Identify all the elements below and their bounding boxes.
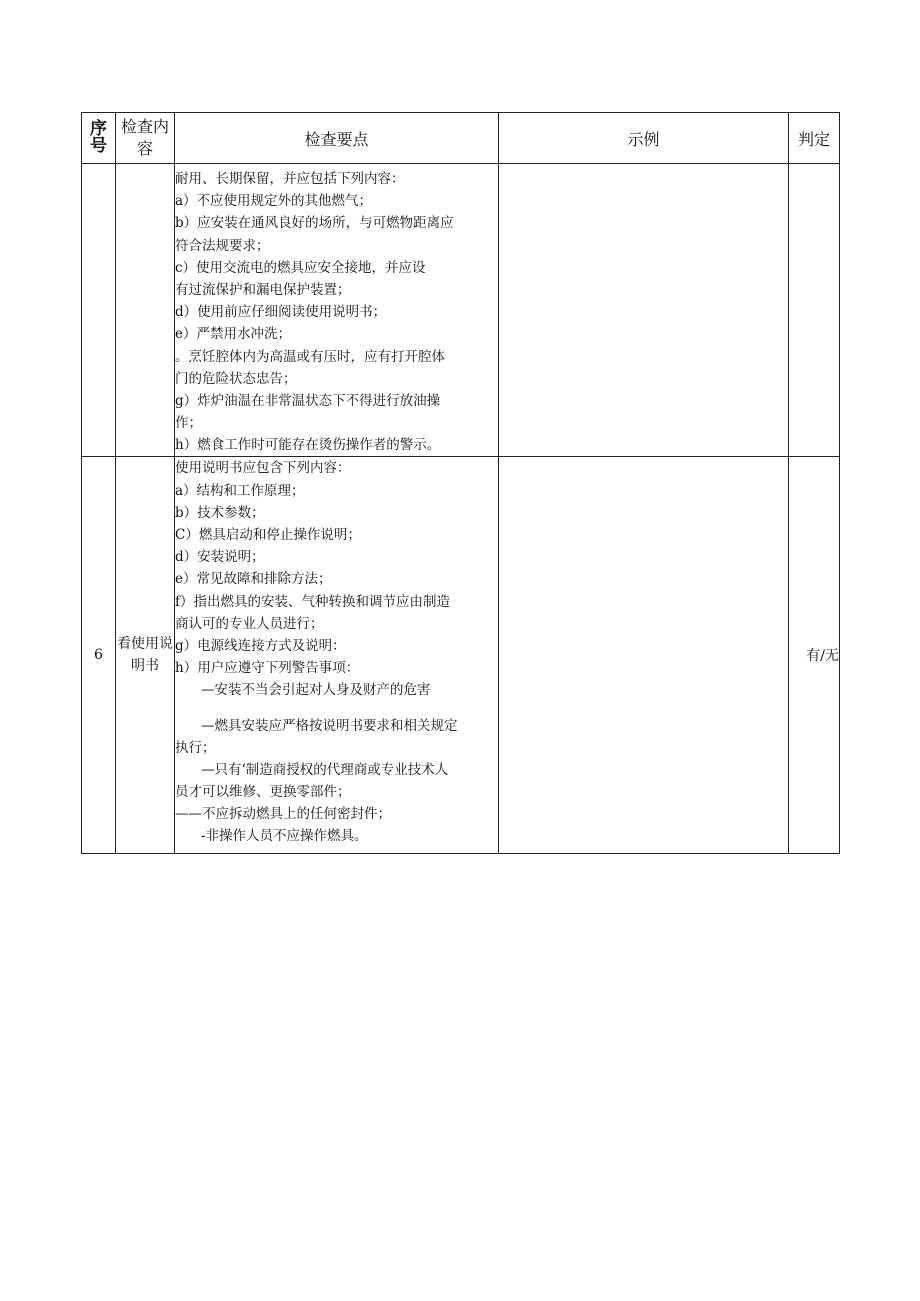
header-judge: 判定 <box>789 113 840 164</box>
point-line: h）燃食工作时可能存在烫伤操作者的警示。 <box>175 437 441 454</box>
point-line: h）用户应遵守下列警告事项： <box>175 660 360 677</box>
row1-example <box>499 164 789 457</box>
inspection-table <box>81 112 839 854</box>
header-seq: 序号 <box>82 113 116 164</box>
point-line: g）电源线连接方式及说明： <box>175 637 346 654</box>
point-line: a）不应使用规定外的其他燃气； <box>175 193 373 210</box>
point-line: 。烹饪腔体内为高温或有压时，应有打开腔体 <box>175 348 445 365</box>
header-example: 示例 <box>499 113 789 164</box>
row2-example <box>499 457 789 854</box>
point-line: C）燃具启动和停止操作说明； <box>175 527 361 543</box>
row2-content: 看使用说明书 <box>116 457 175 854</box>
row2-judge: 有/无 <box>789 457 840 854</box>
point-line: —只有‘制造商授权的代理商或专业技术人 <box>201 761 449 778</box>
point-line: d）安装说明； <box>175 549 265 566</box>
point-line: 耐用、长期保留，并应包括下列内容： <box>175 171 405 187</box>
point-line: 员才可以维修、更换零部件； <box>175 784 351 801</box>
row2-seq: 6 <box>82 457 116 854</box>
point-line: g）炸炉油温在非常温状态下不得进行放油操 <box>175 392 441 409</box>
row1-points <box>175 164 499 457</box>
point-line: d）使用前应仔细阅读使用说明书； <box>175 304 387 321</box>
row1-content <box>116 164 175 457</box>
row2-points <box>175 457 499 854</box>
table-row <box>82 457 840 854</box>
point-line: 商认可的专业人员进行； <box>175 615 324 632</box>
point-line: e）常见故障和排除方法； <box>175 571 332 588</box>
point-line: b）技术参数； <box>175 504 265 521</box>
point-line: —安装不当会引起对人身及财产的危害 <box>201 682 431 699</box>
point-line: —燃具安装应严格按说明书要求和相关规定 <box>201 717 458 734</box>
header-content: 检查内容 <box>116 113 175 164</box>
point-line: b）应安装在通风良好的场所，与可燃物距离应 <box>175 215 454 232</box>
point-line: 作； <box>175 415 202 432</box>
row1-judge <box>789 164 840 457</box>
point-line: 有过流保护和漏电保护装置； <box>175 281 351 298</box>
row1-seq <box>82 164 116 457</box>
header-points: 检查要点 <box>175 113 499 164</box>
point-line: a）结构和工作原理； <box>175 482 305 499</box>
point-line: 使用说明书应包含下列内容： <box>175 460 351 477</box>
point-line: 执行； <box>175 739 216 756</box>
point-line: -非操作人员不应操作燃具。 <box>201 828 368 845</box>
point-line: 门的危险状态忠告； <box>175 370 297 387</box>
point-line: e）严禁用水冲洗； <box>175 326 291 343</box>
table-row <box>82 164 840 457</box>
header-row <box>82 113 840 164</box>
point-line: c）使用交流电的燃具应安全接地，并应设 <box>175 259 426 276</box>
point-line: f）指出燃具的安装、气种转换和调节应由制造 <box>175 593 450 610</box>
point-line: ——不应拆动燃具上的任何密封件； <box>175 806 391 823</box>
point-line: 符合法规要求； <box>175 237 270 254</box>
